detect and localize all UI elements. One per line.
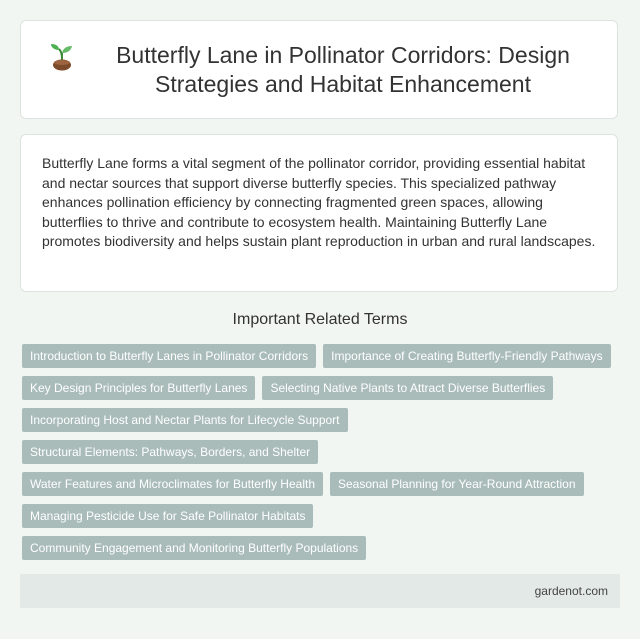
title-card: [20, 20, 618, 119]
footer-site-link[interactable]: gardenot.com: [534, 584, 608, 598]
related-term-tag[interactable]: Selecting Native Plants to Attract Diverse Butterflies: [262, 376, 553, 400]
related-term-tag[interactable]: Structural Elements: Pathways, Borders, and Shelter: [22, 440, 318, 464]
related-terms-list: [22, 344, 622, 568]
tag-row: [22, 408, 622, 440]
related-term-tag[interactable]: Incorporating Host and Nectar Plants for Lifecycle Support: [22, 408, 348, 432]
tag-row: [22, 472, 622, 504]
related-term-tag[interactable]: Importance of Creating Butterfly-Friendly Pathways: [323, 344, 610, 368]
page-title: Butterfly Lane in Pollinator Corridors: Design Strategies and Habitat Enhancement: [116, 41, 570, 97]
tag-row: [22, 536, 622, 568]
footer: [20, 574, 620, 608]
related-term-tag[interactable]: Introduction to Butterfly Lanes in Pollinator Corridors: [22, 344, 316, 368]
tag-row: [22, 376, 622, 408]
tag-row: [22, 440, 622, 472]
related-term-tag[interactable]: Seasonal Planning for Year-Round Attraction: [330, 472, 584, 496]
description-text: Butterfly Lane forms a vital segment of the pollinator corridor, providing essential habitat and nectar sources that support diverse butterfly species. This specialized pathway enhances pollination efficiency by connecting fragmented green spaces, allowing butterflies to thrive and contribute to ecosystem health. Maintaining Butterfly Lane promotes biodiversity and helps sustain plant reproduction in urban and rural landscapes.: [42, 155, 596, 250]
related-term-tag[interactable]: Managing Pesticide Use for Safe Pollinator Habitats: [22, 504, 313, 528]
related-term-tag[interactable]: Community Engagement and Monitoring Butterfly Populations: [22, 536, 366, 560]
tag-row: [22, 344, 622, 376]
tag-row: [22, 504, 622, 536]
seedling-icon: [49, 43, 75, 71]
related-term-tag[interactable]: Water Features and Microclimates for Butterfly Health: [22, 472, 323, 496]
related-term-tag[interactable]: Key Design Principles for Butterfly Lanes: [22, 376, 255, 400]
related-terms-heading: Important Related Terms: [232, 311, 408, 328]
title-wrap: [49, 41, 589, 99]
description-card: [20, 134, 618, 292]
